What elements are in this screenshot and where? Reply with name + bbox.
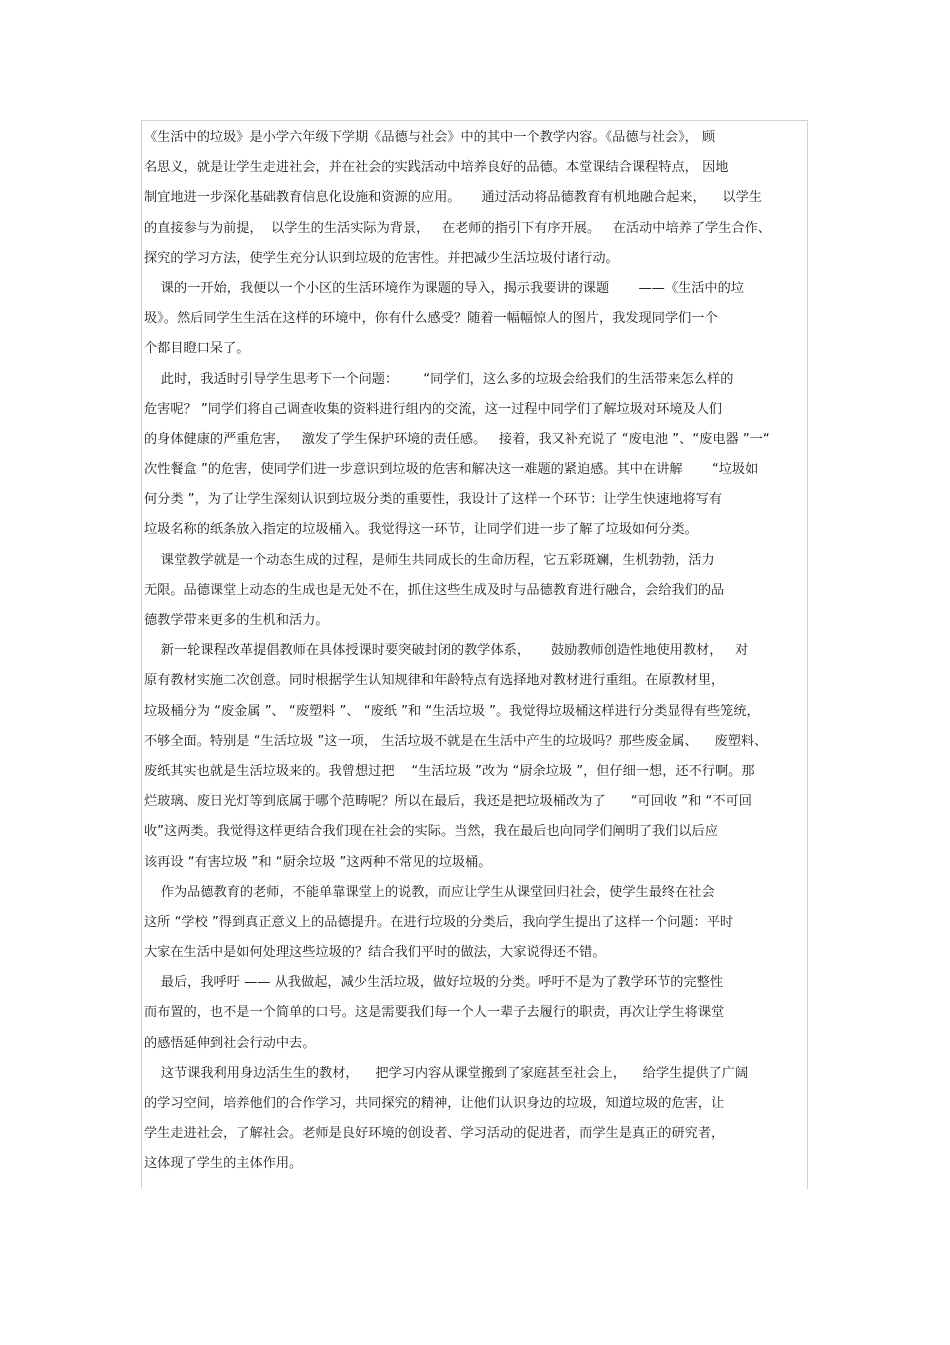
text-line: 新一轮课程改革提倡教师在具体授课时要突破封闭的教学体系， 鼓励教师创造性地使用教材， 对 [144, 643, 749, 659]
text-line: 课堂教学就是一个动态生成的过程，是师生共同成长的生命历程，它五彩斑斓，生机勃勃，活力 [144, 552, 715, 568]
text-line: 德教学带来更多的生机和活力。 [144, 613, 329, 628]
text-line: 圾》。然后同学生生活在这样的环境中，你有什么感受？随着一幅幅惊人的图片，我发现同学们一个 [144, 311, 718, 327]
text-line: 原有教材实施二次创意。同时根据学生认知规律和年龄特点有选择地对教材进行重组。在原教材里， [144, 673, 725, 689]
text-line: 何分类 ”，为了让学生深刻认识到垃圾分类的重要性，我设计了这样一个环节：让学生快速地将写有 [144, 492, 723, 508]
text-line: 危害呢？ ”同学们将自己调查收集的资料进行组内的交流，这一过程中同学们了解垃圾对环境及人们 [144, 401, 723, 417]
text-line: 收”这两类。我觉得这样更结合我们现在社会的实际。当然，我在最后也向同学们阐明了我们以后应 [144, 824, 718, 840]
text-line: 课的一开始，我便以一个小区的生活环境作为课题的导入，揭示我要讲的课题 ——《生活中的垃 [144, 280, 744, 296]
document-body [144, 123, 807, 1180]
text-line: 这体现了学生的主体作用。 [144, 1156, 303, 1172]
text-line: 而布置的，也不是一个简单的口号。这是需要我们每一个人一辈子去履行的职责，再次让学生将课堂 [144, 1005, 725, 1021]
text-line: 垃圾桶分为 “废金属 ”、 “废塑料 ”、 “废纸 ”和 “生活垃圾 ”。我觉得垃圾桶这样进行分类显得有些笼统， [144, 703, 760, 719]
text-line: 的身体健康的严重危害， 激发了学生保护环境的责任感。 接着，我又补充说了 “废电池 ”、“废电器 ”一“ [144, 431, 770, 447]
text-line: 次性餐盒 ”的危害，使同学们进一步意识到垃圾的危害和解决这一难题的紧迫感。其中在讲解 “垃圾如 [144, 462, 759, 478]
text-line: 这所 “学校 ”得到真正意义上的品德提升。在进行垃圾的分类后，我向学生提出了这样一个问题：平时 [144, 914, 734, 930]
text-line: 垃圾名称的纸条放入指定的垃圾桶入。我觉得这一环节，让同学们进一步了解了垃圾如何分类。 [144, 522, 698, 538]
text-line: 的感悟延伸到社会行动中去。 [144, 1035, 316, 1051]
text-line: 作为品德教育的老师，不能单靠课堂上的说教，而应让学生从课堂回归社会，使学生最终在社会 [144, 884, 715, 900]
text-line: 的直接参与为前提， 以学生的生活实际为背景， 在老师的指引下有序开展。 在活动中培养了学生合作、 [144, 220, 771, 236]
text-line: 这节课我利用身边活生生的教材， 把学习内容从课堂搬到了家庭甚至社会上， 给学生提供了广阔 [144, 1065, 749, 1081]
text-line: 制宜地进一步深化基础教育信息化设施和资源的应用。 通过活动将品德教育有机地融合起来， 以学生 [144, 190, 762, 206]
text-line: 名思义，就是让学生走进社会，并在社会的实践活动中培养良好的品德。本堂课结合课程特点， 因地 [144, 160, 729, 176]
text-line: 大家在生活中是如何处理这些垃圾的？结合我们平时的做法，大家说得还不错。 [144, 945, 606, 961]
text-line: 烂玻璃、废日光灯等到底属于哪个范畴呢？所以在最后，我还是把垃圾桶改为了 “可回收 ”和 “不可回 [144, 794, 752, 810]
text-line: 最后，我呼吁 —— 从我做起，减少生活垃圾，做好垃圾的分类。呼吁不是为了教学环节的完整性 [144, 975, 724, 991]
text-line: 废纸其实也就是生活垃圾来的。我曾想过把 “生活垃圾 ”改为 “厨余垃圾 ”，但仔细一想，还不行啊。那 [144, 763, 755, 779]
text-line: 该再设 “有害垃圾 ”和 “厨余垃圾 ”这两种不常见的垃圾桶。 [144, 854, 492, 870]
text-line: 的学习空间，培养他们的合作学习，共同探究的精神，让他们认识身边的垃圾，知道垃圾的危害，让 [144, 1096, 725, 1111]
text-line: 无限。品德课堂上动态的生成也是无处不在，抓住这些生成及时与品德教育进行融合，会给我们的品 [144, 582, 725, 598]
text-line: 学生走进社会，了解社会。老师是良好环境的创设者、学习活动的促进者，而学生是真正的研究者， [144, 1126, 725, 1142]
text-line: 个都目瞪口呆了。 [144, 341, 250, 357]
text-line: 探究的学习方法，使学生充分认识到垃圾的危害性。并把减少生活垃圾付诸行动。 [144, 250, 619, 266]
text-line: 此时，我适时引导学生思考下一个问题： “同学们，这么多的垃圾会给我们的生活带来怎么样的 [144, 371, 734, 387]
text-line: 不够全面。特别是 “生活垃圾 ”这一项， 生活垃圾不就是在生活中产生的垃圾吗？那些废金属、 废塑料、 [144, 733, 768, 749]
text-line: 《生活中的垃圾》是小学六年级下学期《品德与社会》中的其中一个教学内容。《品德与社会》， 顾 [144, 130, 716, 145]
